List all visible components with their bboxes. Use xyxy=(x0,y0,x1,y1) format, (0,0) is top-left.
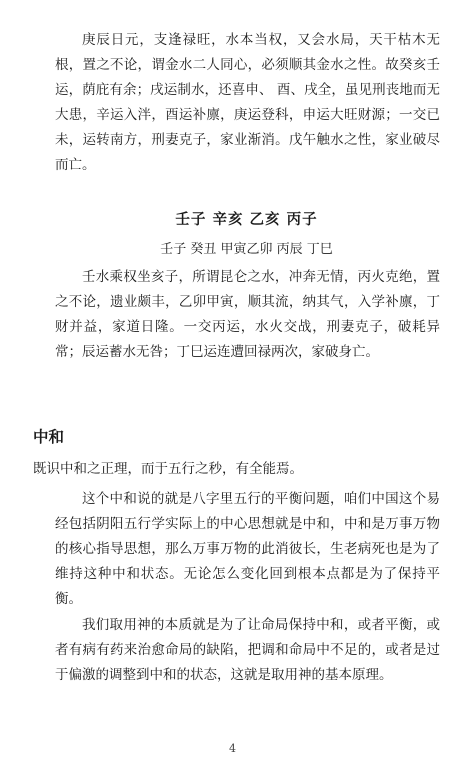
case2-four-pillars: 壬子 辛亥 乙亥 丙子 xyxy=(175,211,318,228)
case1-paragraph: 庚辰日元，支逢禄旺，水本当权，又会水局，天干枯木无根，置之不论，谓金水二人同心，必须顺其金水之性。故癸亥壬运，荫庇有余；戌运制水，还喜申、 酉、戌全，虽见刑丧地而无大患，辛运入泮，酉运补廪，庚运登科，申运大旺财源；一交已未，运转南方，刑妻克子，家业渐消。戊午触水之性，家业破尽而亡。 xyxy=(55,32,440,173)
page-number: 4 xyxy=(229,742,236,755)
section-paragraph-1: 这个中和说的就是八字里五行的平衡问题，咱们中国这个易经包括阴阳五行学实际上的中心思想就是中和，中和是万事万物的核心指导思想，那么万事万物的此消彼长，生老病死也是为了维持这种中和状态。无论怎么变化回到根本点都是为了保持平衡。 xyxy=(55,491,440,607)
case2-paragraph: 壬水乘权坐亥子，所谓昆仑之水，冲奔无情，丙火克绝，置之不论，遗业颇丰，乙卯甲寅，顺其流，纳其气，入学补廪，丁财并益，家道日隆。一交丙运，水火交战，刑妻克子，破耗异常；辰运蓄水无咎；丁巳运连遭回禄两次，家破身亡。 xyxy=(55,269,440,360)
section-paragraph-2: 我们取用神的本质就是为了让命局保持中和，或者平衡，或者有病有药来治愈命局的缺陷，把调和命局中不足的，或者是过于偏激的调整到中和的状态，这就是取用神的基本原理。 xyxy=(55,617,440,683)
section-lead-quote: 既识中和之正理，而于五行之秒，有全能焉。 xyxy=(33,461,303,477)
case2-luck-pillars: 壬子 癸丑 甲寅乙卯 丙辰 丁巳 xyxy=(160,242,333,257)
section-heading-zhonghe: 中和 xyxy=(33,427,65,446)
